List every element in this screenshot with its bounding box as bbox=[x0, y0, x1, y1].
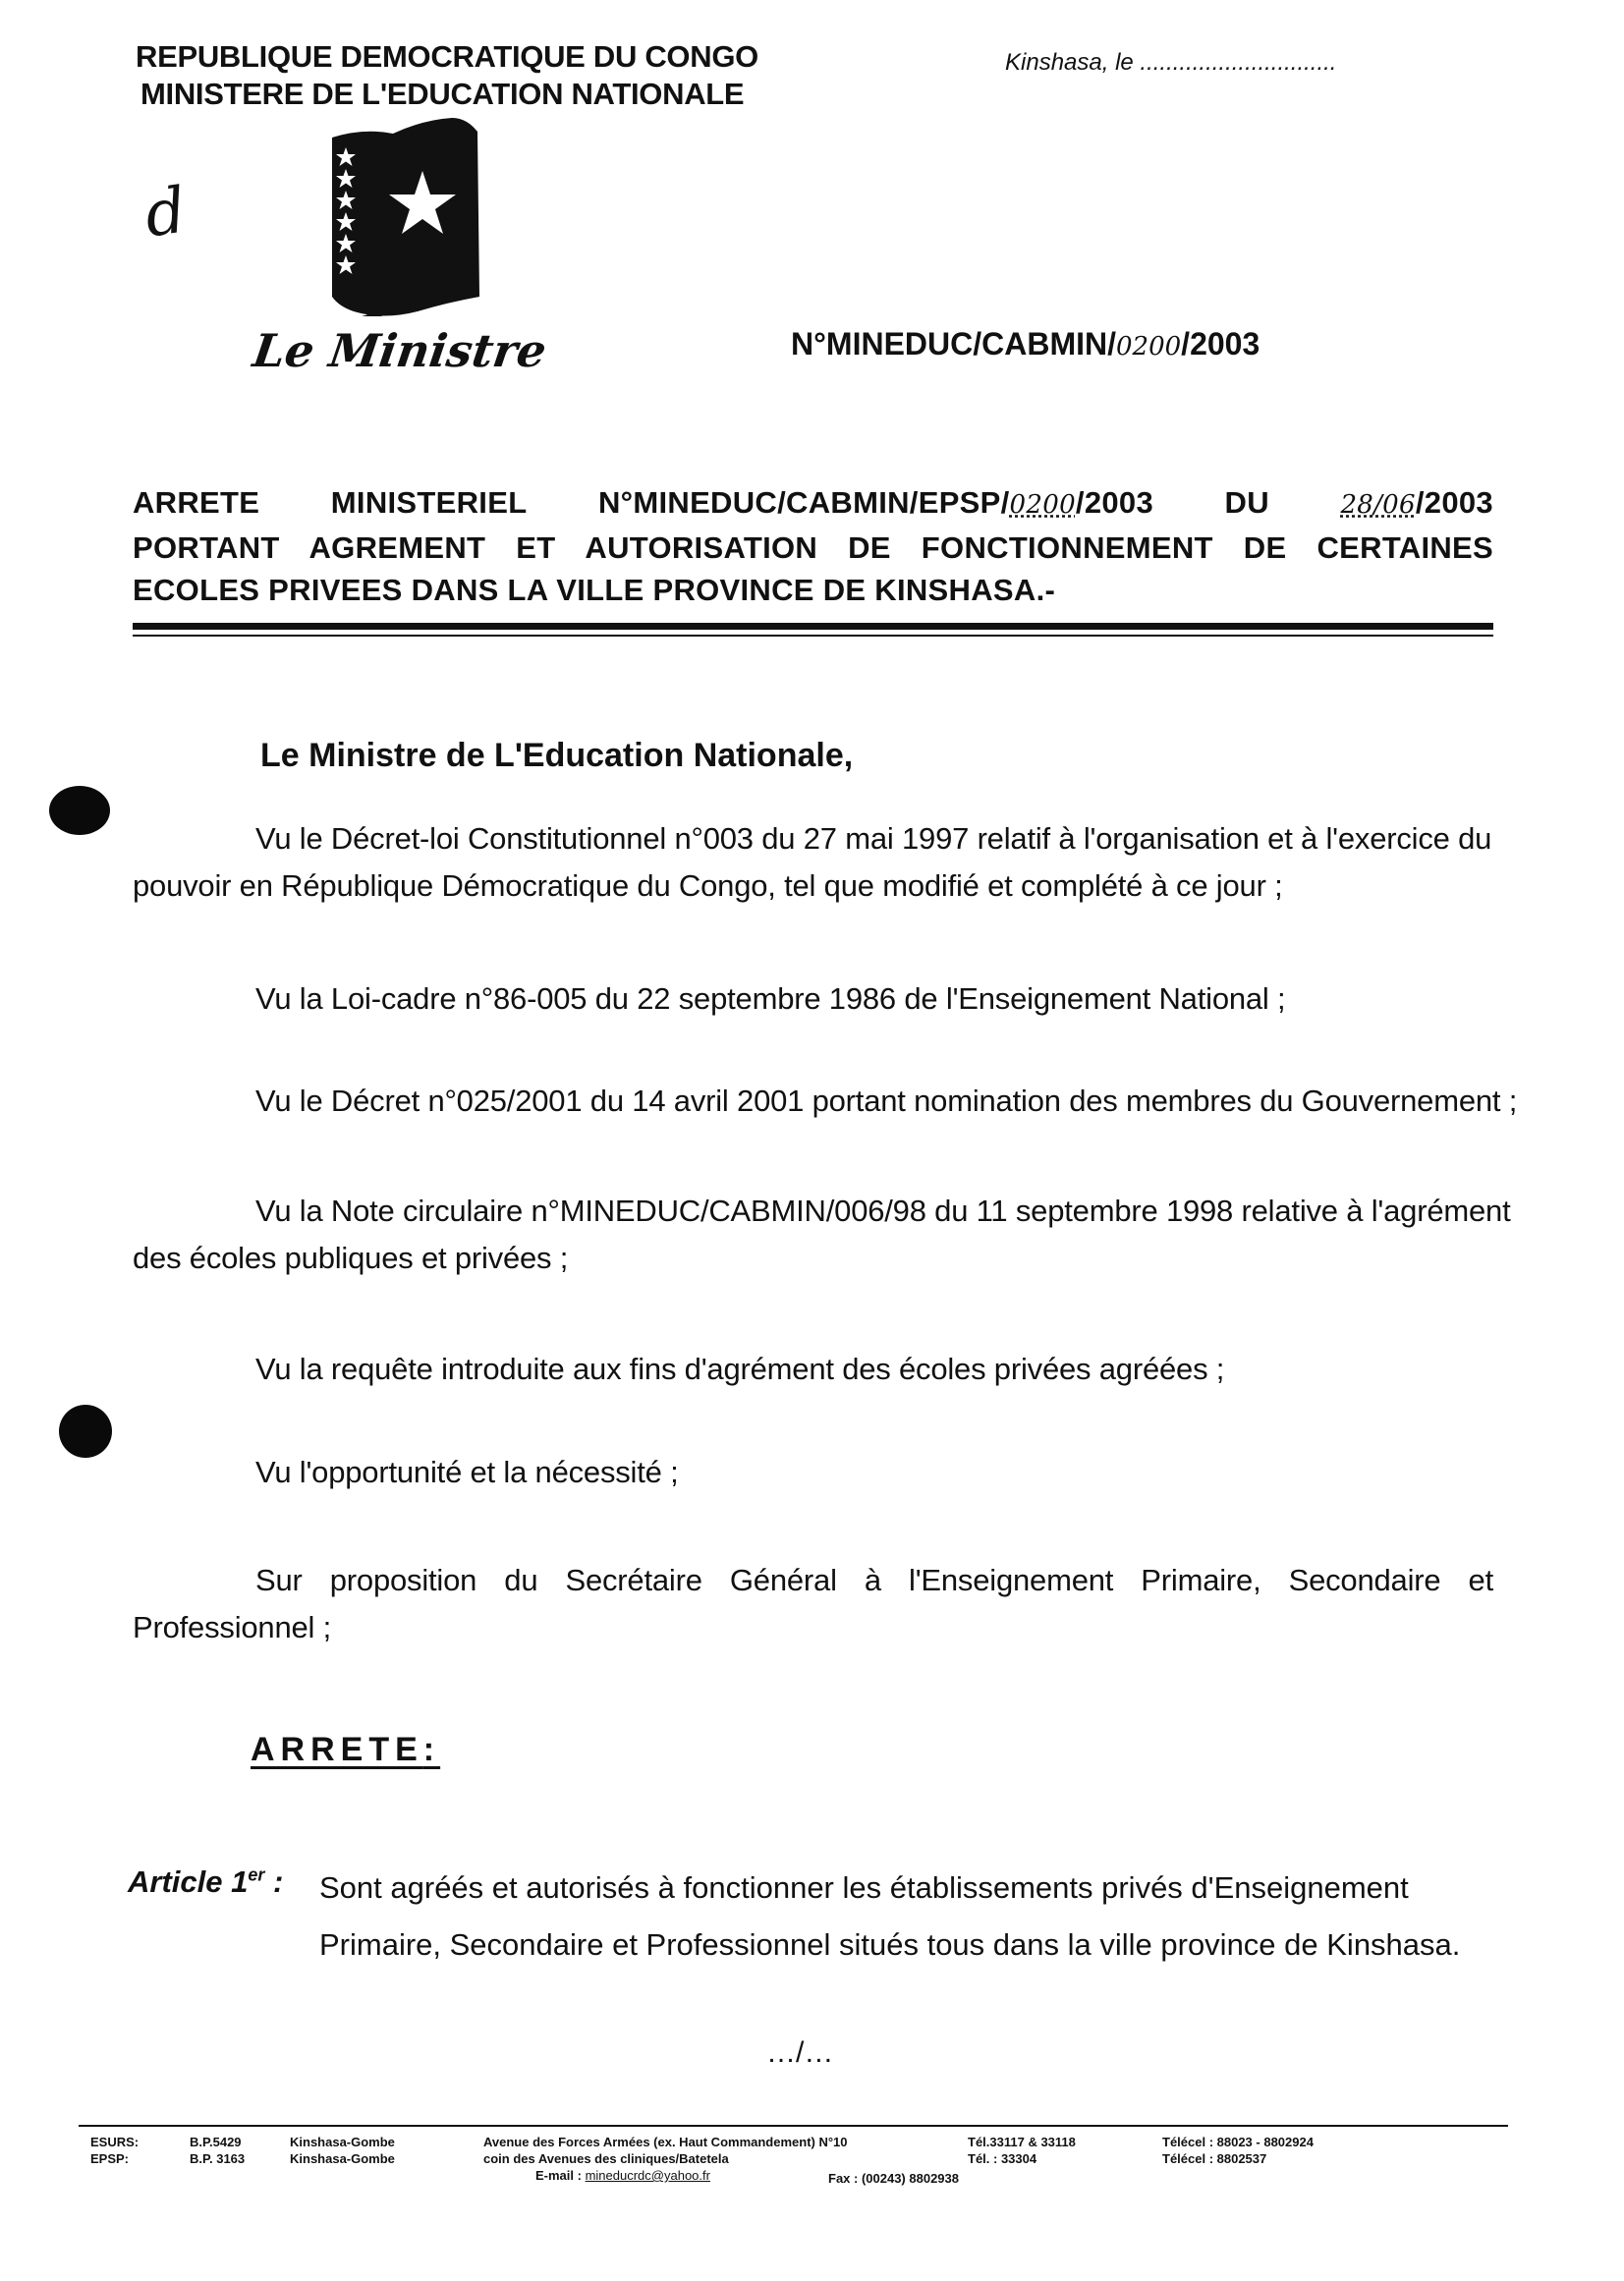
title-divider-thick bbox=[133, 623, 1493, 630]
consideration-line: Vu le Décret n°025/2001 du 14 avril 2001 portant nomination des membres du Gouvernement ; bbox=[255, 1084, 1518, 1118]
decree-subject: Le Ministre de L'Education Nationale, bbox=[260, 737, 854, 774]
title-word-ministeriel: MINISTERIEL bbox=[330, 485, 528, 520]
title-line-1 bbox=[133, 481, 1493, 527]
consideration-line: Vu la Note circulaire n°MINEDUC/CABMIN/006/98 du 11 septembre 1998 relative à l'agrément bbox=[255, 1194, 1511, 1228]
title-reference: N°MINEDUC/CABMIN/EPSP/0200/2003 bbox=[597, 485, 1153, 520]
consideration-6 bbox=[133, 1449, 1493, 1496]
footer-esurs-label: ESURS: bbox=[90, 2135, 140, 2149]
consideration-line: Vu la requête introduite aux fins d'agrément des écoles privées agréées ; bbox=[255, 1352, 1225, 1386]
footer-address-line-1: Avenue des Forces Armées (ex. Haut Commandement) N°10 bbox=[483, 2135, 848, 2149]
title-line-2: PORTANT AGREMENT ET AUTORISATION DE FONCTIONNEMENT DE CERTAINES bbox=[133, 530, 1493, 565]
title-divider-thin bbox=[133, 635, 1493, 637]
article-1-label: Article 1er : bbox=[128, 1864, 284, 1899]
consideration-4 bbox=[133, 1188, 1511, 1282]
footer-fax: Fax : (00243) 8802938 bbox=[828, 2171, 959, 2186]
footer-tel-2: Tél. : 33304 bbox=[968, 2151, 1037, 2166]
article-line: Sont agréés et autorisés à fonctionner les établissements privés d'Enseignement bbox=[319, 1870, 1409, 1905]
title-handwritten-number: 0200 bbox=[1009, 490, 1076, 520]
page-continuation: …/… bbox=[766, 2036, 834, 2069]
footer-esurs-bp: B.P.5429 bbox=[190, 2135, 242, 2149]
title-line-3: ECOLES PRIVEES DANS LA VILLE PROVINCE DE KINSHASA.- bbox=[133, 573, 1056, 607]
footer-epsp-label: EPSP: bbox=[90, 2151, 130, 2166]
footer-email-link[interactable]: mineducrdc@yahoo.fr bbox=[585, 2168, 710, 2183]
article-1-text bbox=[319, 1860, 1460, 1974]
footer-epsp-city: Kinshasa-Gombe bbox=[290, 2151, 395, 2166]
reference-year: /2003 bbox=[1181, 326, 1260, 362]
consideration-3 bbox=[133, 1078, 1518, 1125]
decree-title bbox=[133, 481, 1493, 611]
footer-esurs-city: Kinshasa-Gombe bbox=[290, 2135, 395, 2149]
consideration-line: des écoles publiques et privées ; bbox=[133, 1241, 569, 1275]
consideration-7 bbox=[133, 1557, 1493, 1651]
footer-divider bbox=[79, 2125, 1508, 2127]
consideration-line: Professionnel ; bbox=[133, 1610, 332, 1644]
place-date: Kinshasa, le .............................. bbox=[1005, 49, 1337, 76]
handwritten-initial: d bbox=[140, 174, 191, 252]
footer-epsp-bp: B.P. 3163 bbox=[190, 2151, 246, 2166]
consideration-line: Vu le Décret-loi Constitutionnel n°003 du 27 mai 1997 relatif à l'organisation et à l'exercice du bbox=[255, 821, 1492, 856]
footer-telecel-2: Télécel : 8802537 bbox=[1162, 2151, 1267, 2166]
footer-tel-1: Tél.33117 & 33118 bbox=[968, 2135, 1076, 2149]
punch-hole bbox=[59, 1405, 112, 1458]
consideration-2 bbox=[133, 975, 1493, 1023]
office-title: Le Ministre bbox=[250, 324, 550, 377]
reference-number bbox=[791, 326, 1260, 362]
article-line: Primaire, Secondaire et Professionnel situés tous dans la ville province de Kinshasa. bbox=[319, 1927, 1461, 1962]
consideration-1 bbox=[133, 815, 1493, 910]
reference-prefix: N°MINEDUC/CABMIN/ bbox=[791, 326, 1116, 362]
decision-heading: ARRETE: bbox=[251, 1731, 441, 1768]
footer-telecel-1: Télécel : 88023 - 8802924 bbox=[1162, 2135, 1314, 2149]
country-name: REPUBLIQUE DEMOCRATIQUE DU CONGO bbox=[136, 39, 758, 74]
title-word-arrete: ARRETE bbox=[133, 485, 260, 520]
reference-handwritten-number: 0200 bbox=[1116, 332, 1182, 362]
ministry-name: MINISTERE DE L'EDUCATION NATIONALE bbox=[140, 77, 745, 111]
consideration-line: Vu la Loi-cadre n°86-005 du 22 septembre 1986 de l'Enseignement National ; bbox=[255, 981, 1286, 1016]
footer-address-line-2: coin des Avenues des cliniques/Batetela bbox=[483, 2151, 729, 2166]
consideration-line: pouvoir en République Démocratique du Congo, tel que modifié et complété à ce jour ; bbox=[133, 868, 1283, 903]
title-date: 28/06/2003 bbox=[1340, 485, 1493, 520]
consideration-5 bbox=[133, 1346, 1493, 1393]
title-handwritten-date: 28/06 bbox=[1340, 490, 1416, 520]
consideration-line: Sur proposition du Secrétaire Général à l'Enseignement Primaire, Secondaire et bbox=[255, 1563, 1493, 1597]
punch-hole bbox=[49, 786, 110, 835]
consideration-line: Vu l'opportunité et la nécessité ; bbox=[255, 1455, 679, 1489]
flag-star-emblem-icon bbox=[324, 110, 491, 321]
title-word-du: DU bbox=[1224, 485, 1269, 520]
footer-email: E-mail : mineducrdc@yahoo.fr bbox=[535, 2168, 710, 2183]
